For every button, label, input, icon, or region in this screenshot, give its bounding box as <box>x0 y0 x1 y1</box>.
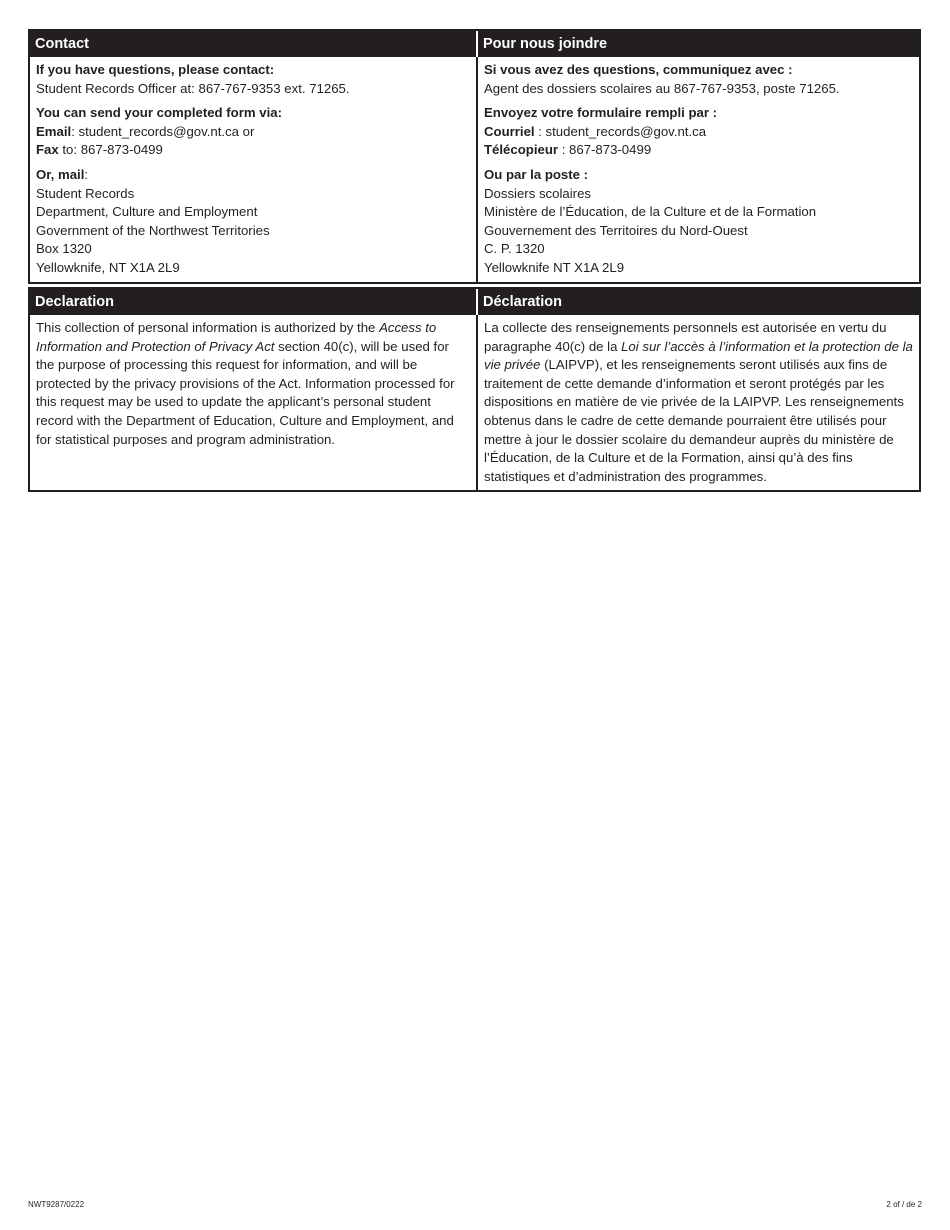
declaration-text-fr-part2: (LAIPVP), et les renseignements seront utilisés aux fins de traitement de cette demande d’information et seront protégés par les dispositions en matière de vie privée de la LAIPVP. Les renseignements obtenus dans le cadre de cette demande pourraient être utilisés pour mettre à jour le dossier scolaire du demandeur auprès du ministère de l’Éducation, de la Culture et de la Formation, ainsi qu’à des fins statistiques et d’administration des programmes. <box>484 357 904 484</box>
declaration-table <box>28 287 921 492</box>
fax-text-en: to: 867-873-0499 <box>58 142 163 158</box>
form-number: NWT9287/0222 <box>28 1200 85 1209</box>
declaration-heading-en: Declaration <box>30 289 476 315</box>
contact-cell-fr <box>476 57 919 282</box>
page-number: 2 of / de 2 <box>886 1200 922 1209</box>
contact-cell-en <box>30 57 476 282</box>
mail-block-en <box>36 166 470 278</box>
address-line-en: Student Records <box>36 185 135 201</box>
declaration-text-en-part1: This collection of personal information is authorized by the <box>36 320 380 335</box>
address-line-fr: Gouvernement des Territoires du Nord-Ouest <box>484 222 748 238</box>
address-line-fr: Dossiers scolaires <box>484 185 591 201</box>
address-line-en: Government of the Northwest Territories <box>36 222 270 238</box>
contact-heading-fr: Pour nous joindre <box>476 31 919 57</box>
questions-label-fr: Si vous avez des questions, communiquez avec : <box>484 62 793 77</box>
contact-table <box>28 29 921 284</box>
contact-heading-en: Contact <box>30 31 476 57</box>
declaration-text-fr-part1: La collecte des renseignements personnels est autorisée en vertu du paragraphe 40(c) de la <box>484 320 887 354</box>
fax-text-fr: : 867-873-0499 <box>558 142 652 158</box>
email-label-fr: Courriel <box>484 123 535 139</box>
act-name-en: Access to Information and Protection of Privacy Act <box>36 320 437 354</box>
act-name-fr: Loi sur l’accès à l’information et la protection de la vie privée <box>484 338 913 373</box>
questions-block-en <box>36 61 470 98</box>
address-line-fr: Yellowknife NT X1A 2L9 <box>484 259 625 275</box>
send-block-en <box>36 104 470 160</box>
declaration-heading-fr: Déclaration <box>476 289 919 315</box>
address-line-en: Department, Culture and Employment <box>36 204 258 220</box>
questions-block-fr <box>484 61 913 98</box>
questions-label-en: If you have questions, please contact: <box>36 62 275 77</box>
mail-label-fr: Ou par la poste : <box>484 166 589 182</box>
mail-colon-en: : <box>84 166 89 182</box>
fax-label-fr: Télécopieur <box>484 142 559 158</box>
declaration-text-fr <box>476 315 919 490</box>
questions-text-en: Student Records Officer at: 867-767-9353 ext. 71265. <box>36 80 350 96</box>
declaration-text-en <box>30 315 476 490</box>
fax-label-en: Fax <box>36 142 59 158</box>
send-label-fr: Envoyez votre formulaire rempli par : <box>484 105 718 121</box>
declaration-text-en-part2: section 40(c), will be used for the purpose of processing this request for information, and will be protected by the privacy provisions of the Act. Information processed for this request may be used to update the applicant’s personal student record with the Department of Education, Culture and Employment, and for statistical purposes and program administration. <box>36 338 455 447</box>
email-text-fr: : student_records@gov.nt.ca <box>534 123 707 139</box>
send-block-fr <box>484 104 913 160</box>
email-text-en: : student_records@gov.nt.ca or <box>71 123 255 139</box>
mail-label-en: Or, mail <box>36 166 85 182</box>
email-label-en: Email <box>36 123 72 139</box>
address-line-fr: C. P. 1320 <box>484 241 545 257</box>
address-line-en: Yellowknife, NT X1A 2L9 <box>36 259 180 275</box>
mail-block-fr <box>484 166 913 278</box>
questions-text-fr: Agent des dossiers scolaires au 867-767-9353, poste 71265. <box>484 80 840 96</box>
address-line-en: Box 1320 <box>36 241 92 257</box>
send-label-en: You can send your completed form via: <box>36 105 282 121</box>
address-line-fr: Ministère de l’Éducation, de la Culture et de la Formation <box>484 204 817 220</box>
